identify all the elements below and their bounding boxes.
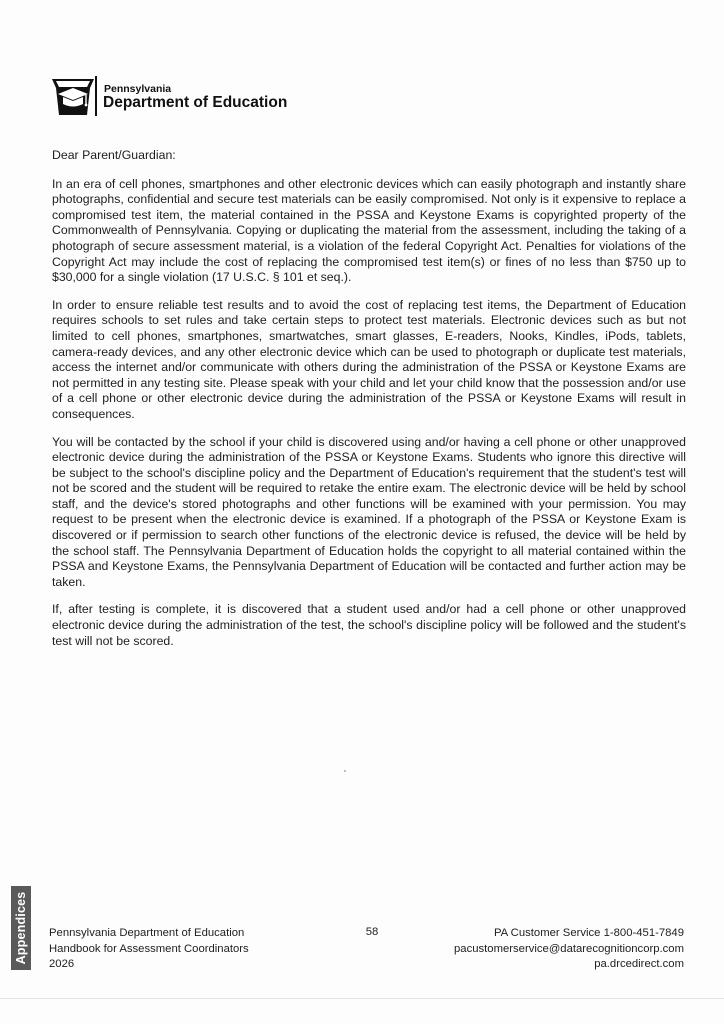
side-tab-label: Appendices bbox=[14, 891, 28, 965]
letter-paragraph: In an era of cell phones, smartphones and other electronic devices which can easily photograph and instantly share photographs, confidential and secure test materials can be easily compromised. Not only is it expensive to replace a compromised test item, the material contained in the PSSA and Keystone Exams is copyrighted property of the Commonwealth of Pennsylvania. Copying or duplicating the material from the assessment, including the taking of a photograph of secure assessment material, is a violation of the federal Copyright Act. Penalties for violations of the Copyright Act may include the cost of replacing the compromised test item(s) or fines of no less than $750 up to $30,000 for a single violation (17 U.S.C. § 101 et seq.). bbox=[52, 176, 686, 285]
footer-org: Pennsylvania Department of Education bbox=[49, 927, 245, 939]
footer-customer-service: PA Customer Service 1-800-451-7849 bbox=[493, 927, 684, 939]
org-name-department: Department of Education bbox=[103, 94, 288, 111]
footer-website: pa.drcedirect.com bbox=[594, 958, 684, 970]
letter-greeting: Dear Parent/Guardian: bbox=[52, 148, 176, 162]
page-bottom-edge bbox=[0, 998, 724, 999]
footer-left bbox=[49, 926, 249, 973]
keystone-graduation-cap-icon bbox=[49, 77, 97, 117]
footer-email: pacustomerservice@datarecognitioncorp.com bbox=[454, 942, 684, 955]
appendices-side-tab bbox=[11, 886, 31, 970]
letter-body bbox=[52, 148, 686, 661]
footer-year: 2026 bbox=[49, 958, 75, 970]
letter-paragraph: If, after testing is complete, it is discovered that a student used and/or had a cell phone or other unapproved electronic device during the administration of the test, the school's discipline policy will be followed and the student's test will not be scored. bbox=[52, 602, 686, 648]
logo-divider bbox=[95, 76, 97, 116]
footer-handbook-title: Handbook for Assessment Coordinators bbox=[49, 942, 249, 955]
org-name-state: Pennsylvania bbox=[104, 83, 172, 95]
footer-right bbox=[454, 926, 684, 973]
scan-speck bbox=[344, 770, 346, 772]
letter-paragraph: In order to ensure reliable test results and to avoid the cost of replacing test items, the Department of Education requires schools to set rules and take certain steps to protect test materials. Electronic devices such as but not limited to cell phones, smartphones, smartwatches, smart glasses, E-readers, Nooks, Kindles, iPods, tablets, camera-ready devices, and any other electronic device which can be used to photograph or duplicate test materials, access the internet and/or communicate with others during the administration of the PSSA or Keystone Exams are not permitted in any testing site. Please speak with your child and let your child know that the possession and/or use of a cell phone or other electronic device during the administration of the PSSA or Keystone Exams will result in consequences. bbox=[52, 297, 686, 421]
letter-paragraph: You will be contacted by the school if your child is discovered using and/or having a cell phone or other unapproved electronic device during the administration of the PSSA or Keystone Exams. Students who ignore this directive will be subject to the school's discipline policy and the Department of Education's requirement that the student's test will not be scored and the student will be required to retake the entire exam. The electronic device will be held by school staff, and the device's stored photographs and other functions will be examined with your permission. You may request to be present when the electronic device is examined. If a photograph of the PSSA or Keystone Exam is discovered or if permission to search other functions of the electronic device is refused, the device will be held by the school staff. The Pennsylvania Department of Education holds the copyright to all material contained within the PSSA and Keystone Exams, the Pennsylvania Department of Education will be contacted and further action may be taken. bbox=[52, 434, 686, 589]
page-number: 58 bbox=[365, 926, 379, 938]
